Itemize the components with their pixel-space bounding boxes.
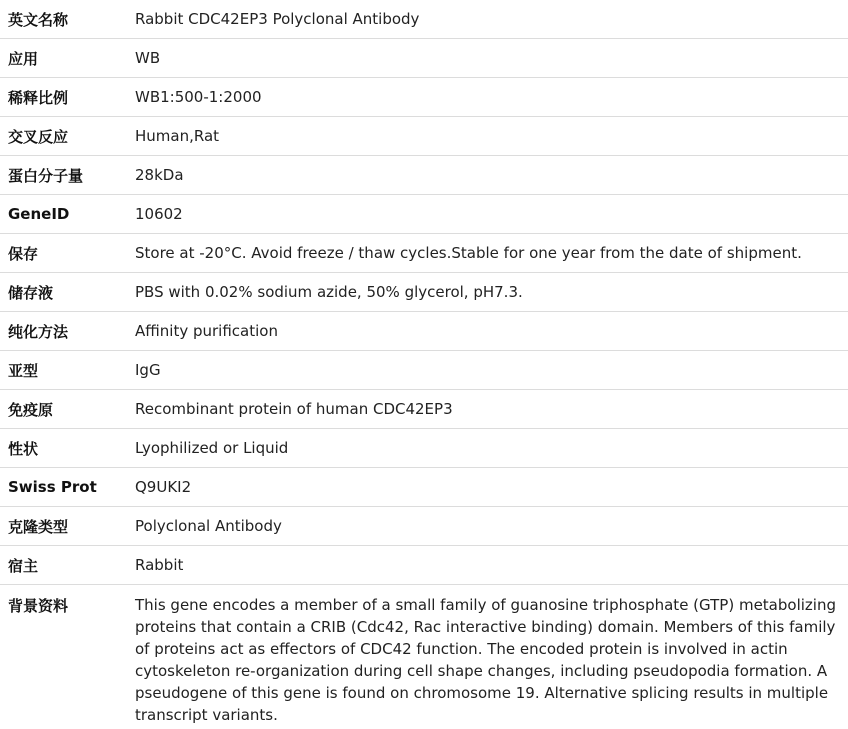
- spec-row-dilution: [0, 78, 848, 117]
- spec-key: 交叉反应: [0, 117, 135, 156]
- spec-key: 免疫原: [0, 390, 135, 429]
- spec-row-background: [0, 585, 848, 727]
- spec-value: Q9UKI2: [135, 468, 848, 507]
- spec-row-immunogen: [0, 390, 848, 429]
- spec-row-english-name: [0, 0, 848, 39]
- spec-key: 储存液: [0, 273, 135, 312]
- spec-key: GeneID: [0, 195, 135, 234]
- spec-row-storage-buffer: [0, 273, 848, 312]
- spec-row-gene-id: [0, 195, 848, 234]
- spec-row-form: [0, 429, 848, 468]
- spec-row-isotype: [0, 351, 848, 390]
- spec-value: WB: [135, 39, 848, 78]
- spec-value: WB1:500-1:2000: [135, 78, 848, 117]
- spec-value: PBS with 0.02% sodium azide, 50% glycerol, pH7.3.: [135, 273, 848, 312]
- spec-row-storage: [0, 234, 848, 273]
- spec-key: Swiss Prot: [0, 468, 135, 507]
- spec-row-application: [0, 39, 848, 78]
- spec-value: Human,Rat: [135, 117, 848, 156]
- spec-row-reactivity: [0, 117, 848, 156]
- spec-row-clonality: [0, 507, 848, 546]
- spec-value: Rabbit: [135, 546, 848, 585]
- spec-key: 应用: [0, 39, 135, 78]
- spec-value: IgG: [135, 351, 848, 390]
- spec-value: Store at -20°C. Avoid freeze / thaw cycles.Stable for one year from the date of shipment.: [135, 234, 848, 273]
- spec-key: 英文名称: [0, 0, 135, 39]
- spec-key: 稀释比例: [0, 78, 135, 117]
- background-text: This gene encodes a member of a small family of guanosine triphosphate (GTP) metabolizing proteins that contain a CRIB (Cdc42, Rac interactive binding) domain. Members of this family of proteins act as effectors of CDC42 function. The encoded protein is involved in actin cytoskeleton re-organization during cell shape changes, including pseudopodia formation. A pseudogene of this gene is found on chromosome 19. Alternative splicing results in multiple transcript variants.: [135, 596, 836, 724]
- spec-key: 背景资料: [8, 597, 69, 615]
- spec-row-purification: [0, 312, 848, 351]
- spec-row-host: [0, 546, 848, 585]
- spec-key: 克隆类型: [0, 507, 135, 546]
- spec-key: 保存: [0, 234, 135, 273]
- spec-key: 性状: [0, 429, 135, 468]
- spec-row-swiss-prot: [0, 468, 848, 507]
- spec-value: 10602: [135, 195, 848, 234]
- spec-key: 宿主: [0, 546, 135, 585]
- spec-key: 蛋白分子量: [0, 156, 135, 195]
- spec-value: Rabbit CDC42EP3 Polyclonal Antibody: [135, 0, 848, 39]
- spec-row-molecular-weight: [0, 156, 848, 195]
- spec-value: Affinity purification: [135, 312, 848, 351]
- spec-value: 28kDa: [135, 156, 848, 195]
- spec-value: Recombinant protein of human CDC42EP3: [135, 390, 848, 429]
- spec-value: Lyophilized or Liquid: [135, 429, 848, 468]
- spec-value: Polyclonal Antibody: [135, 507, 848, 546]
- spec-key: 亚型: [0, 351, 135, 390]
- spec-key: 纯化方法: [0, 312, 135, 351]
